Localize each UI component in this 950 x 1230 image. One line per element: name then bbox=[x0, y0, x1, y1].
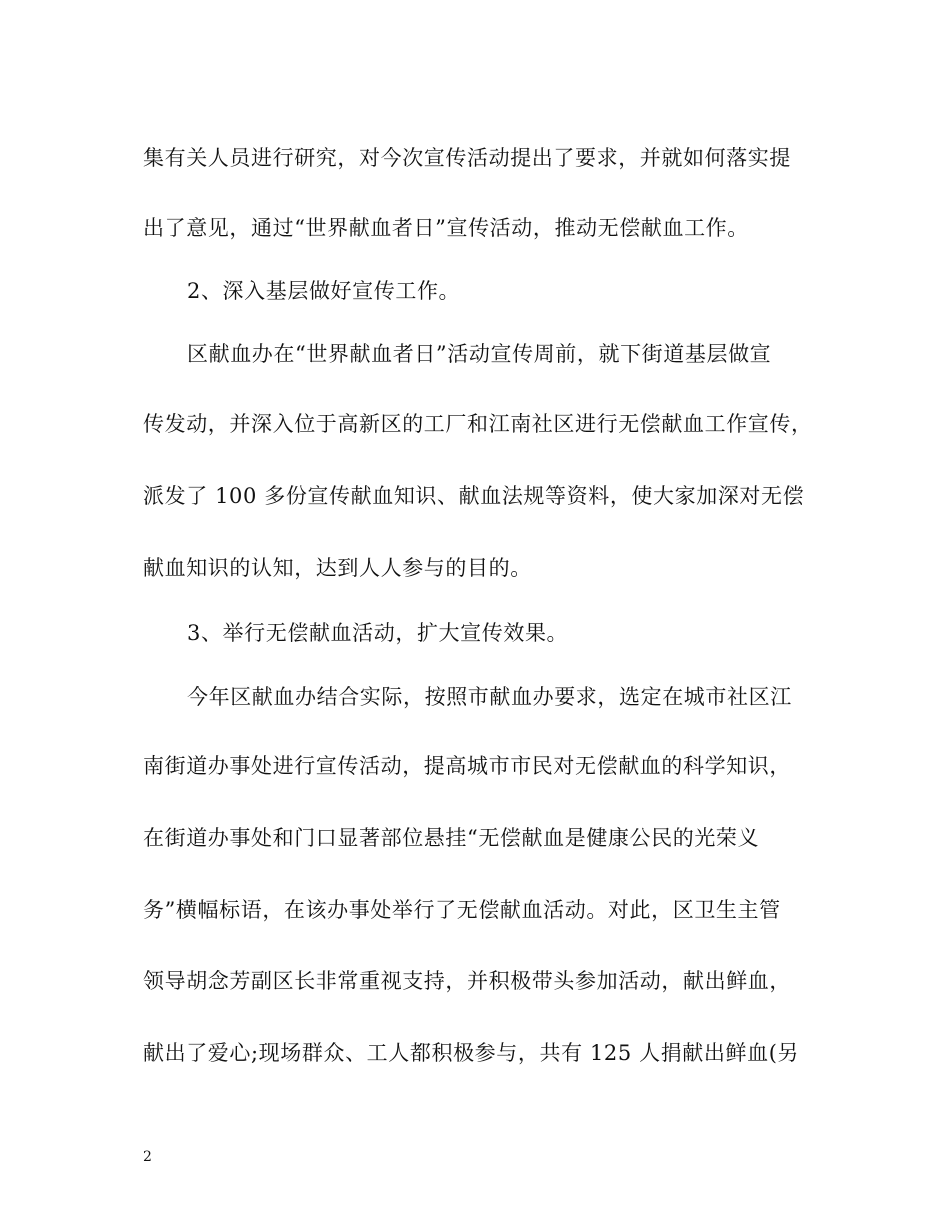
body-text-line: 今年区献血办结合实际，按照市献血办要求，选定在城市社区江 bbox=[187, 685, 792, 709]
body-text-line: 出了意见，通过“世界献血者日”宣传活动，推动无偿献血工作。 bbox=[143, 216, 749, 240]
body-text-line: 务”横幅标语，在该办事处举行了无偿献血活动。对此，区卫生主管 bbox=[143, 898, 781, 922]
body-text-line: 献出了爱心;现场群众、工人都积极参与，共有 125 人捐献出鲜血(另 bbox=[143, 1041, 800, 1065]
body-text-line: 领导胡念芳副区长非常重视支持，并积极带头参加活动，献出鲜血， bbox=[143, 969, 791, 993]
body-text-line: 集有关人员进行研究，对今次宣传活动提出了要求，并就如何落实提 bbox=[143, 146, 791, 170]
page-number: 2 bbox=[143, 1149, 152, 1165]
section-heading: 2、深入基层做好宣传工作。 bbox=[187, 279, 461, 303]
body-text-line: 区献血办在“世界献血者日”活动宣传周前，就下街道基层做宣 bbox=[187, 342, 772, 366]
body-text-line: 献血知识的认知，达到人人参与的目的。 bbox=[143, 556, 532, 580]
section-heading: 3、举行无偿献血活动，扩大宣传效果。 bbox=[187, 621, 569, 645]
body-text-line: 派发了 100 多份宣传献血知识、献血法规等资料，使大家加深对无偿 bbox=[143, 484, 805, 508]
body-text-line: 在街道办事处和门口显著部位悬挂“无偿献血是健康公民的光荣义 bbox=[143, 826, 760, 850]
body-text-line: 南街道办事处进行宣传活动，提高城市市民对无偿献血的科学知识， bbox=[143, 754, 791, 778]
body-text-line: 传发动，并深入位于高新区的工厂和江南社区进行无偿献血工作宣传， bbox=[143, 412, 813, 436]
